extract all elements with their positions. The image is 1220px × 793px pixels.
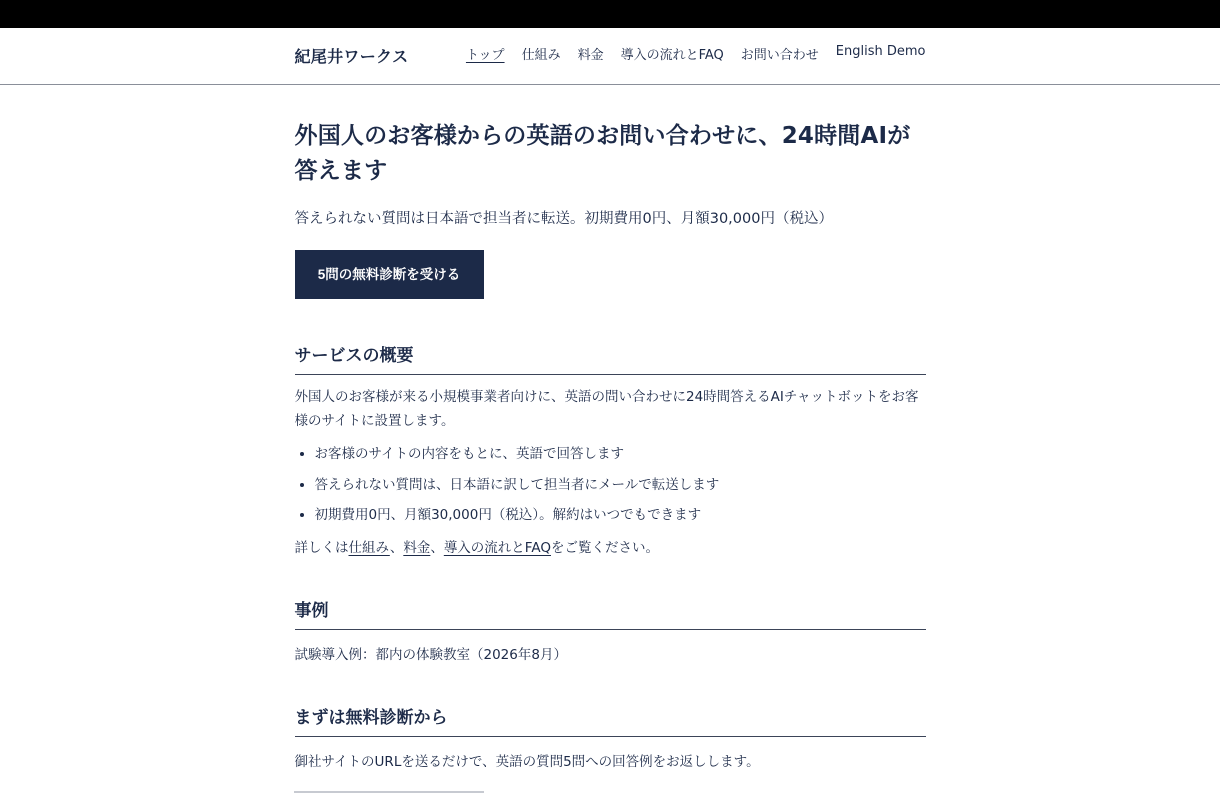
next-button-top-edge	[294, 791, 484, 793]
hero-title: 外国人のお客様からの英語のお問い合わせに、24時間AIが答えます	[294, 123, 911, 184]
detail-suffix: をご覧ください。	[550, 539, 659, 556]
overview-heading: サービスの概要	[295, 341, 926, 375]
detail-link-how-it-works[interactable]: 仕組み	[348, 539, 390, 556]
nav-link-top[interactable]: トップ	[465, 48, 505, 63]
detail-link-flow-faq[interactable]: 導入の流れとFAQ	[443, 539, 551, 556]
nav-link-flow-faq[interactable]: 導入の流れとFAQ	[620, 48, 724, 63]
detail-separator: 、	[430, 539, 444, 556]
nav-link-how-it-works[interactable]: 仕組み	[521, 48, 561, 63]
diagnosis-text: 御社サイトのURLを送るだけで、英語の質問5問への回答例をお返しします。	[294, 753, 760, 770]
overview-detail-text	[295, 536, 926, 556]
overview-bullet-list	[295, 444, 926, 525]
detail-prefix: 詳しくは	[294, 539, 349, 556]
main-nav	[449, 44, 926, 63]
detail-link-pricing[interactable]: 料金	[403, 539, 431, 556]
hero-subtitle: 答えられない質問は日本語で担当者に転送。初期費用0円、月額30,000円（税込）	[294, 211, 833, 227]
nav-link-pricing[interactable]: 料金	[577, 48, 604, 63]
site-brand[interactable]: 紀尾井ワークス	[294, 47, 409, 66]
case-example-text: 試験導入例：都内の体験教室（2026年8月）	[294, 646, 567, 663]
site-header	[0, 28, 1220, 85]
diagnosis-heading: まずは無料診断から	[295, 703, 926, 737]
free-diagnosis-button[interactable]: 5問の無料診断を受ける	[295, 250, 484, 299]
list-item: • 答えられない質問は、日本語に訳して担当者にメールで転送します	[315, 475, 926, 495]
list-item: • お客様のサイトの内容をもとに、英語で回答します	[315, 444, 926, 464]
cases-heading: 事例	[295, 596, 926, 630]
browser-top-bar	[0, 0, 1220, 28]
nav-link-contact[interactable]: お問い合わせ	[740, 48, 819, 63]
header-inner	[295, 28, 926, 84]
overview-intro: 外国人のお客様が来る小規模事業者向けに、英語の問い合わせに24時間答えるAIチャットボットをお客様のサイトに設置します。	[294, 389, 919, 429]
nav-link-english-demo[interactable]: English Demo	[835, 44, 926, 59]
list-item: • 初期費用0円、月額30,000円（税込）。解約はいつでもできます	[315, 505, 926, 525]
main-content	[295, 119, 926, 770]
detail-separator: 、	[389, 539, 404, 556]
